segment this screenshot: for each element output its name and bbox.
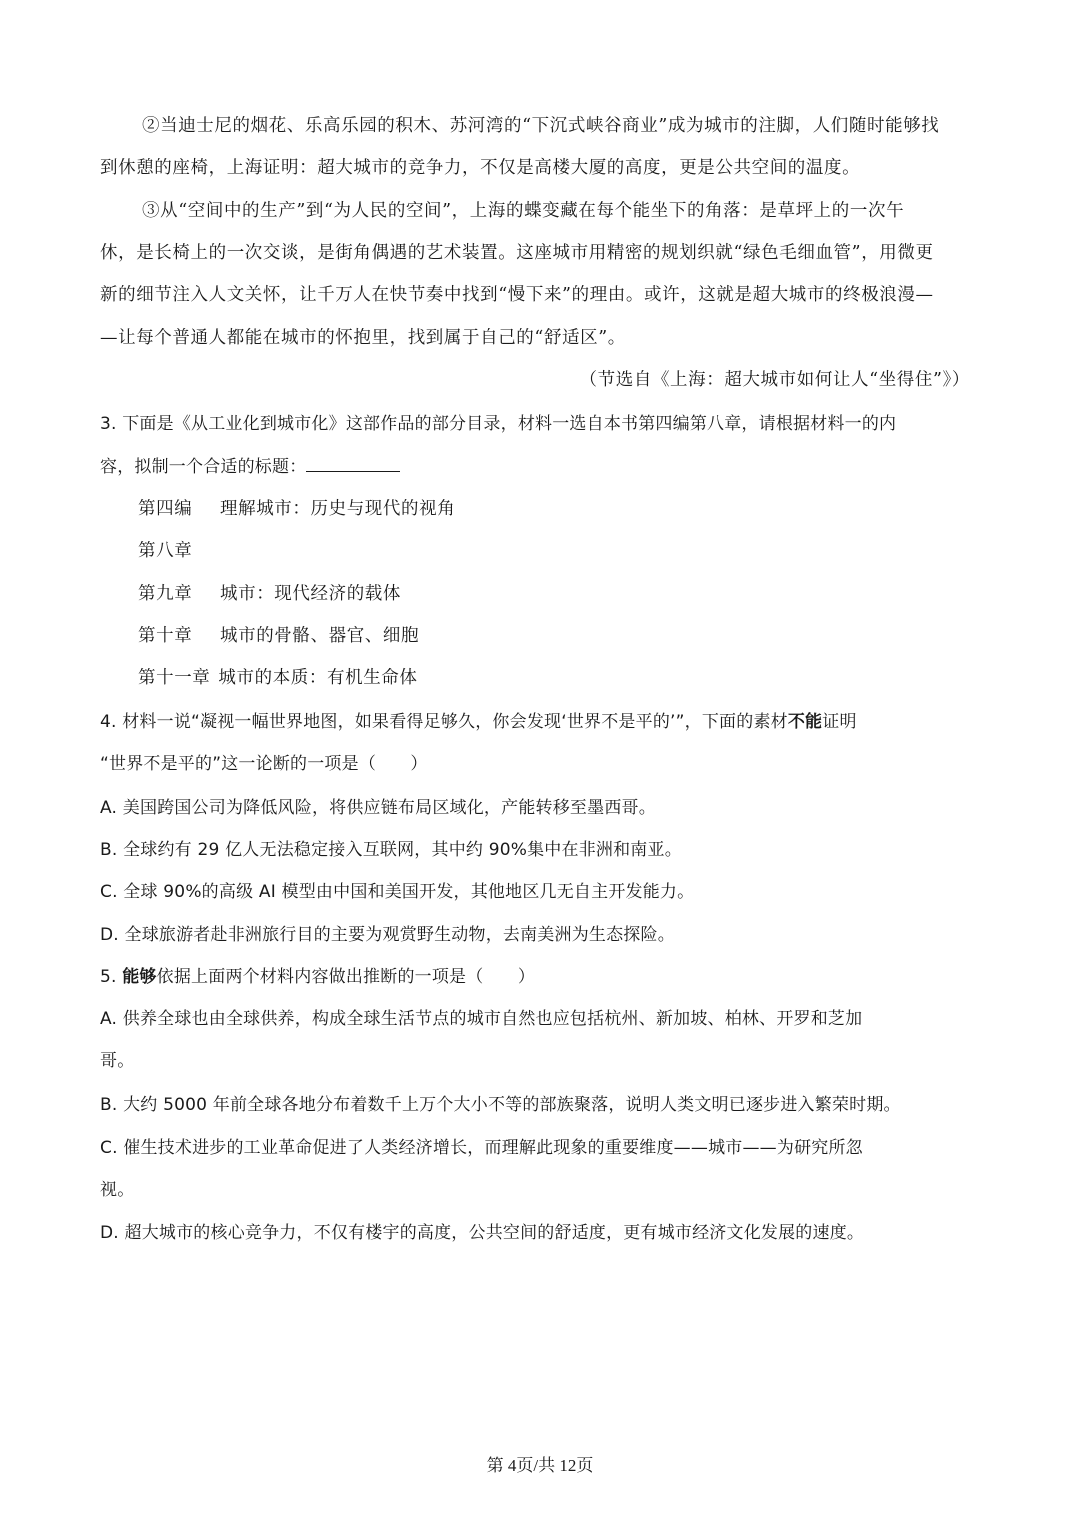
q5-option-a-line2: 哥。	[100, 1051, 135, 1071]
q5-option-a-line1: A. 供养全球也由全球供养，构成全球生活节点的城市自然也应包括杭州、新加坡、柏林、开罗和芝加	[100, 1009, 863, 1029]
passage-p3-line2: 休，是长椅上的一次交谈，是街角偶遇的艺术装置。这座城市用精密的规划织就“绿色毛细血管”，用微更	[100, 243, 934, 263]
toc-item	[138, 622, 1080, 647]
toc-title: 城市的本质：有机生命体	[218, 668, 418, 688]
passage-source: （节选自《上海：超大城市如何让人“坐得住”》）	[579, 370, 970, 390]
passage-p3-line3: 新的细节注入人文关怀，让千万人在快节奏中找到“慢下来”的理由。或许，这就是超大城市的终极浪漫—	[100, 285, 934, 305]
q5-option-b: B. 大约 5000 年前全球各地分布着数千上万个大小不等的部族聚落，说明人类文明已逐步进入繁荣时期。	[100, 1095, 901, 1115]
q5-stem	[100, 962, 1080, 987]
page-number: 第 4页/共 12页	[486, 1456, 594, 1475]
q4-option-c: C. 全球 90%的高级 AI 模型由中国和美国开发，其他地区几无自主开发能力。	[100, 882, 695, 902]
q5-number: 5.	[100, 967, 123, 987]
q4-stem-text: 4. 材料一说“凝视一幅世界地图，如果看得足够久，你会发现‘世界不是平的’”，下面的素材	[100, 712, 788, 732]
q4-option-a: A. 美国跨国公司为降低风险，将供应链布局区域化，产能转移至墨西哥。	[100, 798, 656, 818]
answer-blank	[306, 455, 400, 472]
q4-stem-text-end: 证明	[822, 712, 857, 732]
passage-p3-line1: ③从“空间中的生产”到“为人民的空间”，上海的蝶变藏在每个能坐下的角落：是草坪上的一次午	[142, 201, 905, 221]
passage-p2-line1: ②当迪士尼的烟花、乐高乐园的积木、苏河湾的“下沉式峡谷商业”成为城市的注脚，人们随时能够找	[142, 116, 940, 136]
q5-option-c-line1: C. 催生技术进步的工业革命促进了人类经济增长，而理解此现象的重要维度——城市——为研究所忽	[100, 1138, 863, 1158]
q4-stem-line2: “世界不是平的”这一论断的一项是（ ）	[100, 754, 428, 774]
q5-stem-emphasis: 能够	[122, 967, 157, 987]
q3-stem-text: 容，拟制一个合适的标题：	[100, 457, 307, 477]
toc-label: 第十一章	[138, 668, 211, 688]
q5-stem-text: 依据上面两个材料内容做出推断的一项是（ ）	[156, 967, 536, 987]
toc-title: 理解城市：历史与现代的视角	[220, 499, 456, 519]
toc-item	[138, 495, 1080, 520]
toc-label: 第九章	[138, 584, 193, 604]
q5-option-d: D. 超大城市的核心竞争力，不仅有楼宇的高度，公共空间的舒适度，更有城市经济文化发展的速度。	[100, 1223, 865, 1243]
toc-item	[138, 664, 1080, 689]
q4-option-d: D. 全球旅游者赴非洲旅行目的主要为观赏野生动物，去南美洲为生态探险。	[100, 925, 675, 945]
q4-stem-line1	[100, 707, 1080, 732]
toc-item	[138, 537, 1080, 562]
q4-option-b: B. 全球约有 29 亿人无法稳定接入互联网，其中约 90%集中在非洲和南亚。	[100, 840, 682, 860]
toc-label: 第八章	[138, 541, 193, 561]
q4-stem-emphasis: 不能	[787, 712, 823, 732]
q5-option-c-line2: 视。	[100, 1180, 135, 1200]
passage-p2-line2: 到休憩的座椅，上海证明：超大城市的竞争力，不仅是高楼大厦的高度，更是公共空间的温度。	[100, 158, 861, 178]
q3-stem-line1: 3. 下面是《从工业化到城市化》这部作品的部分目录，材料一选自本书第四编第八章，请根据材料一的内	[100, 414, 897, 434]
q3-stem-line2	[100, 452, 1080, 477]
toc-item	[138, 580, 1080, 605]
toc-title: 城市的骨骼、器官、细胞	[220, 626, 420, 646]
toc-label: 第四编	[138, 499, 193, 519]
passage-p3-line4: —让每个普通人都能在城市的怀抱里，找到属于自己的“舒适区”。	[100, 328, 626, 348]
toc-label: 第十章	[138, 626, 193, 646]
toc-title: 城市：现代经济的载体	[220, 584, 401, 604]
